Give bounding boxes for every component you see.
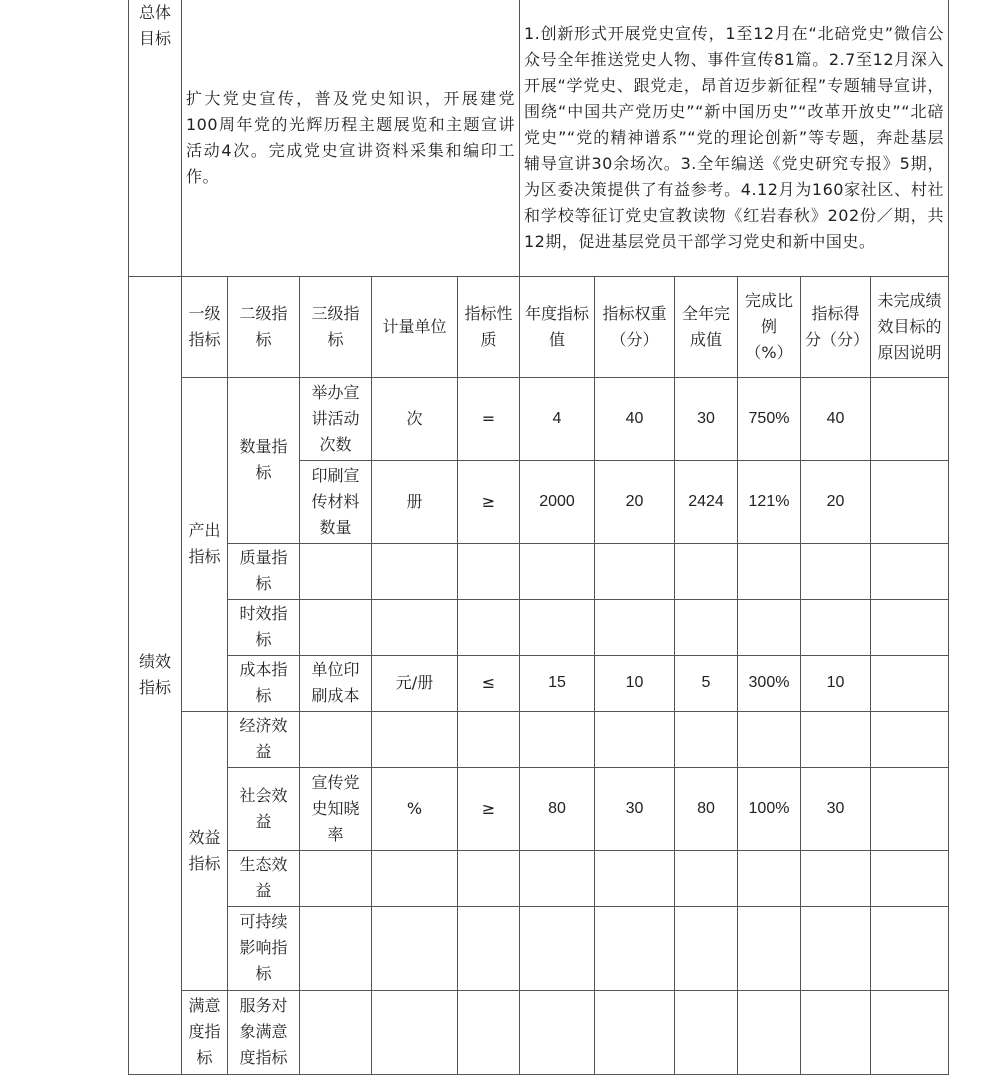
group-satisfaction: 满意度指标 bbox=[182, 990, 228, 1074]
header-annual-actual: 全年完成值 bbox=[675, 276, 738, 377]
row-nature: ≥ bbox=[458, 767, 520, 850]
row-name: 印刷宣传材料数量 bbox=[300, 460, 372, 543]
table-row bbox=[129, 990, 949, 1074]
sub-economic: 经济效益 bbox=[228, 711, 300, 767]
sub-timeliness: 时效指标 bbox=[228, 599, 300, 655]
row-actual: 80 bbox=[675, 767, 738, 850]
group-benefit: 效益指标 bbox=[182, 711, 228, 990]
header-reason: 未完成绩效目标的原因说明 bbox=[871, 276, 949, 377]
table-row bbox=[129, 599, 949, 655]
row-actual: 2424 bbox=[675, 460, 738, 543]
row-score: 20 bbox=[801, 460, 871, 543]
sub-service: 服务对象满意度指标 bbox=[228, 990, 300, 1074]
table-row bbox=[129, 543, 949, 599]
row-target: 4 bbox=[520, 377, 595, 460]
goal-actual-text: 1.创新形式开展党史宣传，1至12月在“北碚党史”微信公众号全年推送党史人物、事件宣传81篇。2.7至12月深入开展“学党史、跟党走，昂首迈步新征程”专题辅导宣讲，围绕“中国共产党历史”“新中国历史”“改革开放史”“北碚党史”“党的精神谱系”“党的理论创新”等专题，奔赴基层辅导宣讲30余场次。3.全年编送《党史研究专报》5期，为区委决策提供了有益参考。4.12月为160家社区、村社和学校等征订党史宣教读物《红岩春秋》202份／期，共12期，促进基层党员干部学习党史和新中国史。 bbox=[520, 0, 949, 276]
row-weight: 20 bbox=[595, 460, 675, 543]
goal-target-text: 扩大党史宣传，普及党史知识，开展建党100周年党的光辉历程主题展览和主题宣讲活动4次。完成党史宣讲资料采集和编印工作。 bbox=[182, 0, 520, 276]
header-level2: 二级指标 bbox=[228, 276, 300, 377]
group-output: 产出指标 bbox=[182, 377, 228, 711]
sub-social: 社会效益 bbox=[228, 767, 300, 850]
header-weight: 指标权重（分） bbox=[595, 276, 675, 377]
row-reason bbox=[871, 655, 949, 711]
row-unit: 次 bbox=[372, 377, 458, 460]
row-target: 80 bbox=[520, 767, 595, 850]
row-unit: 册 bbox=[372, 460, 458, 543]
sub-sustainable: 可持续影响指标 bbox=[228, 906, 300, 990]
sub-cost: 成本指标 bbox=[228, 655, 300, 711]
row-unit: % bbox=[372, 767, 458, 850]
goal-row bbox=[129, 0, 949, 276]
row-nature: = bbox=[458, 377, 520, 460]
row-ratio: 750% bbox=[738, 377, 801, 460]
row-nature: ≥ bbox=[458, 460, 520, 543]
perf-label: 绩效指标 bbox=[129, 276, 182, 1074]
row-actual: 5 bbox=[675, 655, 738, 711]
row-unit: 元/册 bbox=[372, 655, 458, 711]
header-nature: 指标性质 bbox=[458, 276, 520, 377]
header-row bbox=[129, 276, 949, 377]
table-row bbox=[129, 767, 949, 850]
goal-label: 总体目标 bbox=[129, 0, 182, 276]
row-score: 30 bbox=[801, 767, 871, 850]
row-name: 举办宣讲活动次数 bbox=[300, 377, 372, 460]
row-reason bbox=[871, 767, 949, 850]
row-nature: ≤ bbox=[458, 655, 520, 711]
row-name: 单位印刷成本 bbox=[300, 655, 372, 711]
row-reason bbox=[871, 377, 949, 460]
row-weight: 40 bbox=[595, 377, 675, 460]
table-row bbox=[129, 655, 949, 711]
header-unit: 计量单位 bbox=[372, 276, 458, 377]
table-row bbox=[129, 711, 949, 767]
row-ratio: 300% bbox=[738, 655, 801, 711]
row-target: 2000 bbox=[520, 460, 595, 543]
header-level3: 三级指标 bbox=[300, 276, 372, 377]
performance-table bbox=[128, 0, 949, 1075]
row-actual: 30 bbox=[675, 377, 738, 460]
row-score: 10 bbox=[801, 655, 871, 711]
table-row bbox=[129, 850, 949, 906]
table-row bbox=[129, 906, 949, 990]
row-reason bbox=[871, 460, 949, 543]
header-level1: 一级指标 bbox=[182, 276, 228, 377]
sub-ecological: 生态效益 bbox=[228, 850, 300, 906]
row-target: 15 bbox=[520, 655, 595, 711]
sub-quantity: 数量指标 bbox=[228, 377, 300, 543]
header-completion-ratio: 完成比例（%） bbox=[738, 276, 801, 377]
table-row bbox=[129, 377, 949, 460]
sub-quality: 质量指标 bbox=[228, 543, 300, 599]
row-score: 40 bbox=[801, 377, 871, 460]
header-annual-target: 年度指标值 bbox=[520, 276, 595, 377]
row-ratio: 100% bbox=[738, 767, 801, 850]
row-ratio: 121% bbox=[738, 460, 801, 543]
row-name: 宣传党史知晓率 bbox=[300, 767, 372, 850]
row-weight: 30 bbox=[595, 767, 675, 850]
row-weight: 10 bbox=[595, 655, 675, 711]
header-score: 指标得分（分） bbox=[801, 276, 871, 377]
